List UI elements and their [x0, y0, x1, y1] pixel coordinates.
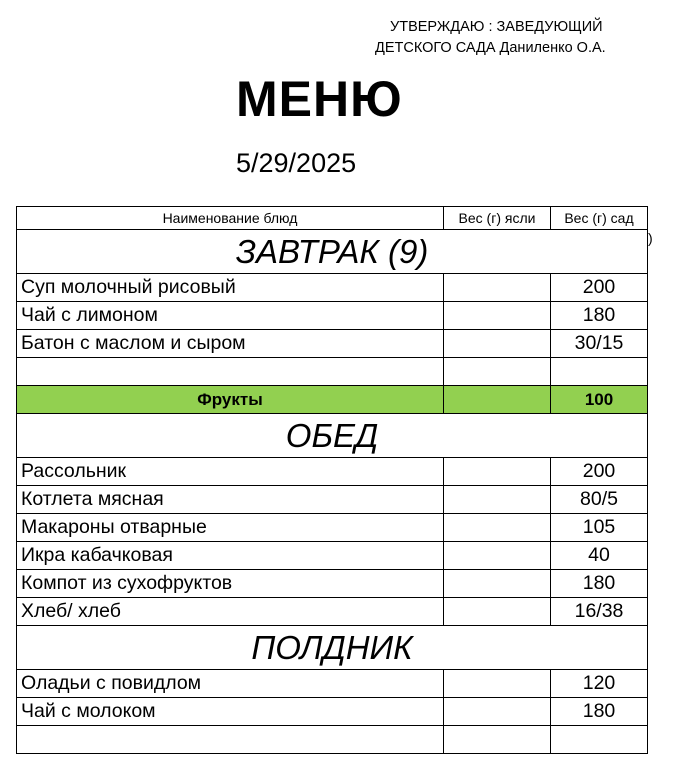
dish-name: Суп молочный рисовый	[17, 274, 444, 302]
garden-weight: 30/15	[551, 330, 648, 358]
nursery-weight	[444, 274, 551, 302]
section-title: ПОЛДНИК	[17, 626, 648, 670]
garden-weight: 180	[551, 570, 648, 598]
table-row	[17, 598, 648, 626]
section-title: ЗАВТРАК (9)	[17, 230, 648, 274]
menu-table	[16, 206, 648, 754]
table-row	[17, 330, 648, 358]
garden-weight: 16/38	[551, 598, 648, 626]
garden-weight: 80/5	[551, 486, 648, 514]
garden-weight: 180	[551, 698, 648, 726]
dish-name: Рассольник	[17, 458, 444, 486]
table-row	[17, 486, 648, 514]
fruit-row	[17, 386, 648, 414]
nursery-weight	[444, 570, 551, 598]
section-breakfast	[17, 230, 648, 274]
table-header-row	[17, 207, 648, 230]
page-title: МЕНЮ	[236, 71, 403, 127]
table-row	[17, 570, 648, 598]
dish-name: Компот из сухофруктов	[17, 570, 444, 598]
garden-weight: 200	[551, 458, 648, 486]
table-row	[17, 458, 648, 486]
table-row	[17, 514, 648, 542]
nursery-weight	[444, 598, 551, 626]
garden-weight: 40	[551, 542, 648, 570]
table-row	[17, 670, 648, 698]
garden-weight: 180	[551, 302, 648, 330]
nursery-weight	[444, 386, 551, 414]
dish-name: Хлеб/ хлеб	[17, 598, 444, 626]
nursery-weight	[444, 514, 551, 542]
table-row	[17, 274, 648, 302]
dish-name: Фрукты	[17, 386, 444, 414]
dish-name: Макароны отварные	[17, 514, 444, 542]
approval-line-2: ДЕТСКОГО САДА Даниленко О.А.	[375, 40, 606, 56]
dish-name: Котлета мясная	[17, 486, 444, 514]
nursery-weight	[444, 458, 551, 486]
garden-weight: 105	[551, 514, 648, 542]
section-snack	[17, 626, 648, 670]
dish-name: Икра кабачковая	[17, 542, 444, 570]
header-garden-weight: Вес (г) сад	[551, 207, 648, 230]
approval-line-1: УТВЕРЖДАЮ : ЗАВЕДУЮЩИЙ	[390, 19, 603, 35]
section-title: ОБЕД	[17, 414, 648, 458]
empty-row	[17, 726, 648, 754]
nursery-weight	[444, 542, 551, 570]
nursery-weight	[444, 302, 551, 330]
empty-row	[17, 358, 648, 386]
nursery-weight	[444, 698, 551, 726]
header-nursery-weight: Вес (г) ясли	[444, 207, 551, 230]
garden-weight: 100	[551, 386, 648, 414]
table-row	[17, 302, 648, 330]
stray-char: )	[648, 230, 653, 246]
approval-block	[360, 17, 640, 59]
garden-weight: 120	[551, 670, 648, 698]
dish-name: Батон с маслом и сыром	[17, 330, 444, 358]
nursery-weight	[444, 670, 551, 698]
header-dish-name: Наименование блюд	[17, 207, 444, 230]
dish-name: Чай с молоком	[17, 698, 444, 726]
table-row	[17, 698, 648, 726]
nursery-weight	[444, 330, 551, 358]
table-row	[17, 542, 648, 570]
menu-date: 5/29/2025	[236, 148, 357, 178]
dish-name: Чай с лимоном	[17, 302, 444, 330]
nursery-weight	[444, 486, 551, 514]
dish-name: Оладьи с повидлом	[17, 670, 444, 698]
garden-weight: 200	[551, 274, 648, 302]
section-lunch	[17, 414, 648, 458]
